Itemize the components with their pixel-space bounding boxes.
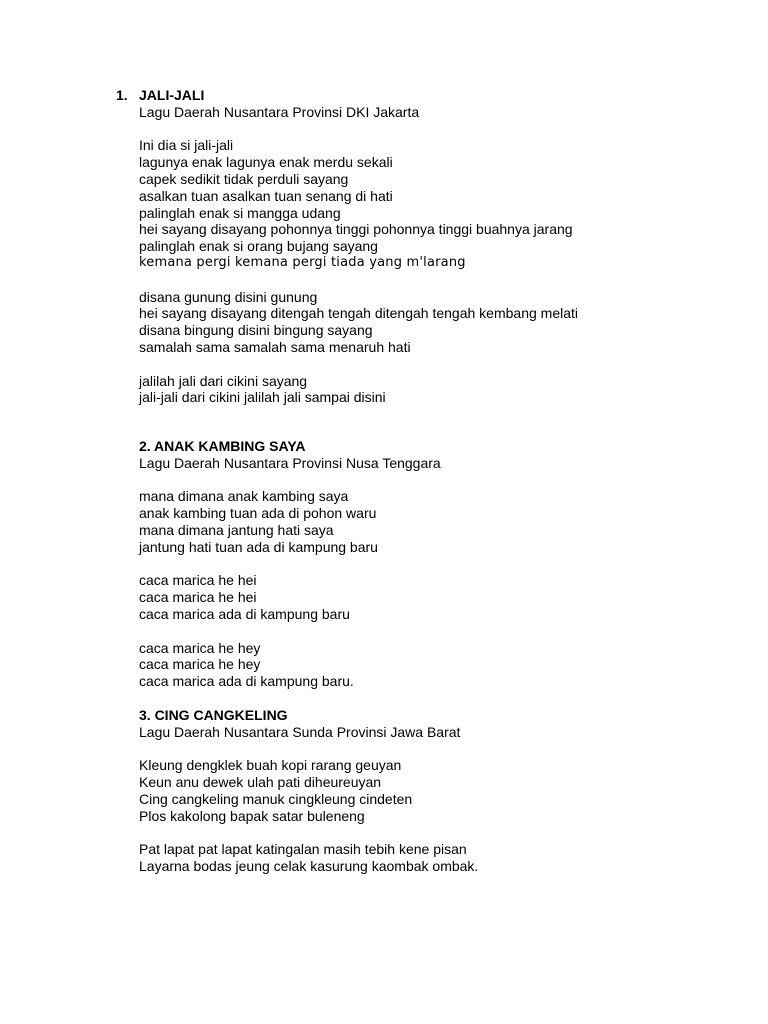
lyric-line: anak kambing tuan ada di pohon waru <box>139 505 377 522</box>
lyric-line: Plos kakolong bapak satar buleneng <box>139 807 365 824</box>
lyric-line: Keun anu dewek ulah pati diheureuyan <box>139 774 382 791</box>
lyric-line: jalilah jali dari cikini sayang <box>139 372 308 389</box>
song-2-stanza-1 <box>139 488 739 555</box>
lyric-line: capek sedikit tidak perduli sayang <box>139 170 349 187</box>
song-2-title: 2. ANAK KAMBING SAYA <box>139 438 306 454</box>
lyric-line: mana dimana anak kambing saya <box>139 488 349 505</box>
lyric-line: palinglah enak si mangga udang <box>139 204 341 221</box>
lyric-line: caca marica ada di kampung baru <box>139 605 350 622</box>
song-1-number: 1. <box>116 87 128 103</box>
lyric-line: Kleung dengklek buah kopi rarang geuyan <box>139 757 402 774</box>
song-1-stanza-1 <box>139 137 739 271</box>
song-3-subtitle: Lagu Daerah Nusantara Sunda Provinsi Jawa Barat <box>139 723 461 740</box>
song-2-subtitle: Lagu Daerah Nusantara Provinsi Nusa Tenggara <box>139 454 441 471</box>
lyric-line: samalah sama samalah sama menaruh hati <box>139 338 411 355</box>
lyric-line: caca marica he hei <box>139 572 257 589</box>
song-3-title: 3. CING CANGKELING <box>139 707 288 723</box>
song-2-stanza-3 <box>139 640 739 690</box>
lyric-line: Pat lapat pat lapat katingalan masih tebih kene pisan <box>139 841 467 858</box>
lyric-line: caca marica he hey <box>139 656 261 673</box>
song-1-title: JALI-JALI <box>139 87 205 103</box>
lyric-line: jali-jali dari cikini jalilah jali sampai disini <box>139 389 386 406</box>
song-2 <box>139 438 739 690</box>
lyric-line: Cing cangkeling manuk cingkleung cindeten <box>139 790 413 807</box>
lyric-line: disana bingung disini bingung sayang <box>139 322 373 339</box>
lyric-line: Ini dia si jali-jali <box>139 137 234 154</box>
lyric-line: caca marica he hey <box>139 639 261 656</box>
lyric-line: lagunya enak lagunya enak merdu sekali <box>139 154 393 171</box>
song-3 <box>139 707 739 875</box>
song-1-stanza-3 <box>139 373 739 407</box>
lyric-line: mana dimana jantung hati saya <box>139 521 334 538</box>
song-3-stanza-2 <box>139 841 739 875</box>
song-1 <box>139 87 739 406</box>
lyric-line: caca marica ada di kampung baru. <box>139 673 354 690</box>
song-2-stanza-2 <box>139 572 739 622</box>
song-1-stanza-2 <box>139 289 739 356</box>
lyric-line: caca marica he hei <box>139 589 257 606</box>
lyric-line: asalkan tuan asalkan tuan senang di hati <box>139 187 393 204</box>
lyric-line: jantung hati tuan ada di kampung baru <box>139 538 378 555</box>
lyric-line: disana gunung disini gunung <box>139 288 318 305</box>
lyric-line: Layarna bodas jeung celak kasurung kaombak ombak. <box>139 858 479 875</box>
lyric-line: hei sayang disayang ditengah tengah ditengah tengah kembang melati <box>139 305 578 322</box>
song-1-subtitle: Lagu Daerah Nusantara Provinsi DKI Jakarta <box>139 103 420 120</box>
song-3-stanza-1 <box>139 757 739 824</box>
lyric-line: kemana pergi kemana pergi tiada yang m'larang <box>139 254 466 270</box>
lyric-line: palinglah enak si orang bujang sayang <box>139 238 378 255</box>
lyric-line: hei sayang disayang pohonnya tinggi pohonnya tinggi buahnya jarang <box>139 221 573 238</box>
